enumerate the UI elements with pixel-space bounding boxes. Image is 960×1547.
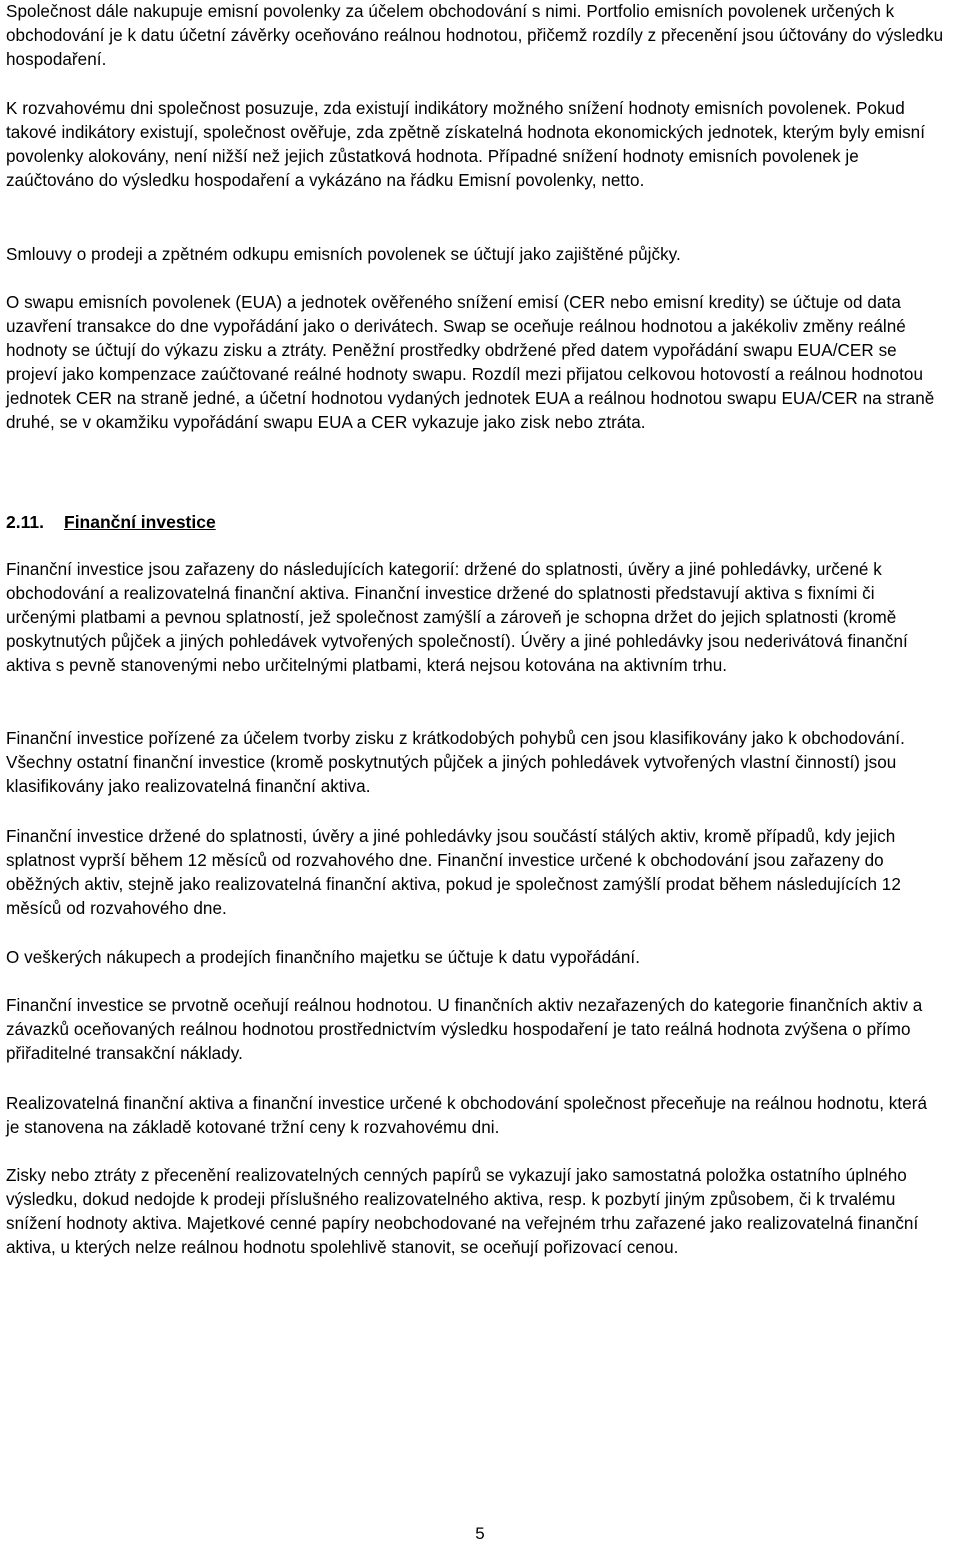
paragraph-swap: O swapu emisních povolenek (EUA) a jednotek ověřeného snížení emisí (CER nebo emisní kredity) se účtuje od data uzavření transakce do dne vypořádání jako o derivátech. Swap se oceňuje reálnou hodnotou a jakékoliv změny reálné hodnoty se účtují do výkazu zisku a ztráty. Peněžní prostředky obdržené před datem vypořádání swapu EUA/CER se projeví jako kompenzace zaúčtované reálné hodnoty swapu. Rozdíl mezi přijatou celkovou hotovostí a reálnou hodnotou jednotek CER na straně jedné, a účetní hodnotou vydaných jednotek EUA a reálnou hodnotou swapu EUA/CER na straně druhé, se v okamžiku vypořádání swapu EUA a CER vykazuje jako zisk nebo ztráta.	[6, 293, 935, 432]
paragraph-emission-trading: Společnost dále nakupuje emisní povolenky za účelem obchodování s nimi. Portfolio emisních povolenek určených k obchodování je k datu účetní závěrky oceňováno reálnou hodnotou, přičemž rozdíly z přecenění jsou účtovány do výsledku hospodaření.	[6, 2, 944, 69]
paragraph-impairment: K rozvahovému dni společnost posuzuje, zda existují indikátory možného snížení hodnoty emisních povolenek. Pokud takové indikátory existují, společnost ověřuje, zda zpětně získatelná hodnota ekonomických jednotek, kterým byly emisní povolenky alokovány, není nižší než jejich zůstatková hodnota. Případné snížení hodnoty emisních povolenek je zaúčtováno do výsledku hospodaření a vykázáno na řádku Emisní povolenky, netto.	[6, 99, 926, 190]
paragraph-initial-measurement: Finanční investice se prvotně oceňují reálnou hodnotou. U finančních aktiv nezařazených do kategorie finančních aktiv a závazků oceňovaných reálnou hodnotou prostřednictvím výsledku hospodaření je tato reálná hodnota zvýšena o přímo přiřaditelné transakční náklady.	[6, 996, 923, 1063]
section-number: 2.11.	[6, 512, 44, 532]
paragraph-investment-categories: Finanční investice jsou zařazeny do následujících kategorií: držené do splatnosti, úvěry a jiné pohledávky, určené k obchodování a realizovatelná finanční aktiva. Finanční investice držené do splatnosti představují aktiva s fixními či určenými platbami a pevnou splatností, jež společnost zamýšlí a zároveň je schopna držet do jejich splatnosti (kromě poskytnutých půjček a jiných pohledávek vytvořených společností). Úvěry a jiné pohledávky jsou nederivátová finanční aktiva s pevně stanovenými nebo určitelnými platbami, která nejsou kotována na aktivním trhu.	[6, 560, 908, 675]
paragraph-gains-losses: Zisky nebo ztráty z přecenění realizovatelných cenných papírů se vykazují jako samostatná položka ostatního úplného výsledku, dokud nedojde k prodeji příslušného realizovatelného aktiva, resp. k pozbytí jiným způsobem, či k trvalému snížení hodnoty aktiva. Majetkové cenné papíry neobchodované na veřejném trhu zařazené jako realizovatelná finanční aktiva, u kterých nelze reálnou hodnotu spolehlivě stanovit, se oceňují pořizovací cenou.	[6, 1166, 919, 1257]
paragraph-repurchase: Smlouvy o prodeji a zpětném odkupu emisních povolenek se účtují jako zajištěné půjčky.	[6, 245, 681, 264]
paragraph-revaluation: Realizovatelná finanční aktiva a finanční investice určené k obchodování společnost přeceňuje na reálnou hodnotu, která je stanovena na základě kotované tržní ceny k rozvahovému dni.	[6, 1094, 928, 1137]
paragraph-fixed-current-assets: Finanční investice držené do splatnosti, úvěry a jiné pohledávky jsou součástí stálých aktiv, kromě případů, kdy jejich splatnost vyprší během 12 měsíců od rozvahového dne. Finanční investice určené k obchodování jsou zařazeny do oběžných aktiv, stejně jako realizovatelná finanční aktiva, pokud je společnost zamýšlí prodat během následujících 12 měsíců od rozvahového dne.	[6, 827, 901, 918]
paragraph-settlement-date: O veškerých nákupech a prodejích finančního majetku se účtuje k datu vypořádání.	[6, 948, 640, 967]
paragraph-trading-classification: Finanční investice pořízené za účelem tvorby zisku z krátkodobých pohybů cen jsou klasifikovány jako k obchodování. Všechny ostatní finanční investice (kromě poskytnutých půjček a jiných pohledávek vytvořených vlastní činností) jsou klasifikovány jako realizovatelná finanční aktiva.	[6, 729, 905, 796]
section-heading	[6, 510, 944, 534]
section-title: Finanční investice	[64, 512, 216, 532]
page-number: 5	[475, 1524, 485, 1543]
